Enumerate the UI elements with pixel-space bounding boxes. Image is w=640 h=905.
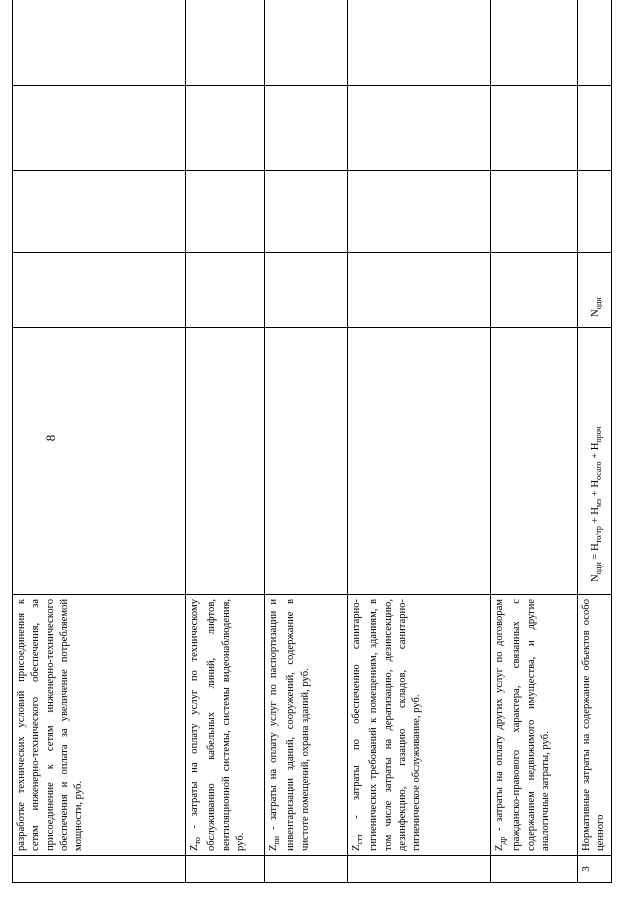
formula-symbol: N: [590, 574, 601, 582]
table-row: [186, 0, 265, 883]
symbol-cell: [491, 253, 578, 328]
formula-symbol: Н: [590, 479, 601, 488]
row-number-cell: [491, 856, 578, 883]
description-text: - затраты на оплату других услуг по договорам гражданско-правового характера, связанных с содержанием недвижимого имущества, и другие аналогичные затраты, руб.: [494, 599, 551, 851]
formula-cell: [348, 328, 491, 595]
formula-cell: [265, 328, 348, 595]
row-number-cell: 3: [578, 856, 612, 883]
empty-cell: [186, 171, 265, 253]
formula-subscript: оди: [594, 562, 604, 575]
description-cell: [578, 595, 612, 856]
row-number-cell: [13, 856, 186, 883]
variable-symbol: Z: [189, 844, 200, 851]
variable-subscript: то: [193, 837, 203, 845]
empty-cell: [13, 86, 186, 171]
page-number: 8: [43, 434, 58, 442]
empty-cell: [348, 0, 491, 86]
empty-cell: [578, 0, 612, 86]
variable-symbol: Z: [351, 844, 362, 851]
formula-symbol: Н: [590, 507, 601, 515]
description-cell: [186, 595, 265, 856]
formula-subscript: мз: [594, 498, 604, 508]
cost-table: [12, 0, 612, 883]
symbol-letter: N: [590, 309, 601, 317]
formula-subscript: то/тр: [594, 526, 604, 544]
empty-cell: [13, 0, 186, 86]
formula-cell: [13, 328, 186, 595]
symbol-cell: [186, 253, 265, 328]
description-cell: [265, 595, 348, 856]
symbol-cell: [265, 253, 348, 328]
empty-cell: [491, 0, 578, 86]
description-text: - затраты на оплату услуг по техническому обслуживанию кабельных линий, лифтов, вентиляционной системы, системы видеонаблюдения, руб.: [189, 599, 246, 851]
table-row: [348, 0, 491, 883]
empty-cell: [186, 86, 265, 171]
formula-plus: +: [590, 450, 601, 462]
empty-cell: [491, 171, 578, 253]
variable-subscript: др: [498, 836, 508, 845]
rotated-table-container: [12, 68, 607, 883]
formula-symbol: Н: [590, 543, 601, 551]
description-cell: [13, 595, 186, 856]
empty-cell: [578, 171, 612, 253]
description-text: - затраты на оплату услуг по паспортизации и инвентаризации зданий, сооружений, содержание в чистоте помещений, охрана зданий, руб.: [268, 599, 311, 851]
variable-subscript: стт: [355, 833, 365, 845]
variable-symbol: Z: [268, 844, 279, 851]
variable-symbol: Z: [494, 844, 505, 851]
formula-cell: [186, 328, 265, 595]
description-cell: [491, 595, 578, 856]
symbol-cell: [13, 253, 186, 328]
description-text: Нормативные затраты на содержание объектов особо ценного: [581, 599, 607, 851]
table-row: [13, 0, 186, 883]
description-cell: [348, 595, 491, 856]
empty-cell: [265, 171, 348, 253]
variable-subscript: пи: [272, 835, 282, 845]
empty-cell: [348, 171, 491, 253]
formula-symbol: Н: [590, 442, 601, 451]
empty-cell: [265, 0, 348, 86]
description-text: разработке технических условий присоединения к сетям инженерно-технического обеспечения, за присоединение к сетям инженерно-технического обеспечения и оплата за увеличение потребляемой мощности, руб.: [16, 599, 85, 851]
empty-cell: [348, 86, 491, 171]
empty-cell: [491, 86, 578, 171]
table-row: [491, 0, 578, 883]
row-number-cell: [186, 856, 265, 883]
empty-cell: [186, 0, 265, 86]
row-number-cell: [348, 856, 491, 883]
formula-subscript: проч: [594, 426, 604, 443]
empty-cell: [13, 171, 186, 253]
empty-cell: [578, 86, 612, 171]
formula-plus: +: [590, 487, 601, 499]
table-row: [578, 0, 612, 883]
row-number-cell: [265, 856, 348, 883]
formula-subscript: осаго: [594, 461, 604, 480]
symbol-cell: [348, 253, 491, 328]
formula-plus: +: [590, 514, 601, 527]
description-text: - затраты по обеспечению санитарно-гигиенических требований к помещениям, зданиям, в том числе затраты на дератизацию, дезинсекцию, дезинфекцию, газацию складов, санитарно-гигиеническое обслуживание, руб.: [351, 599, 423, 851]
formula-cell: [578, 328, 612, 595]
table-row: [265, 0, 348, 883]
empty-cell: [265, 86, 348, 171]
formula-equals: =: [590, 550, 601, 563]
symbol-cell: [578, 253, 612, 328]
symbol-subscript: оди: [594, 297, 604, 310]
formula-cell: [491, 328, 578, 595]
